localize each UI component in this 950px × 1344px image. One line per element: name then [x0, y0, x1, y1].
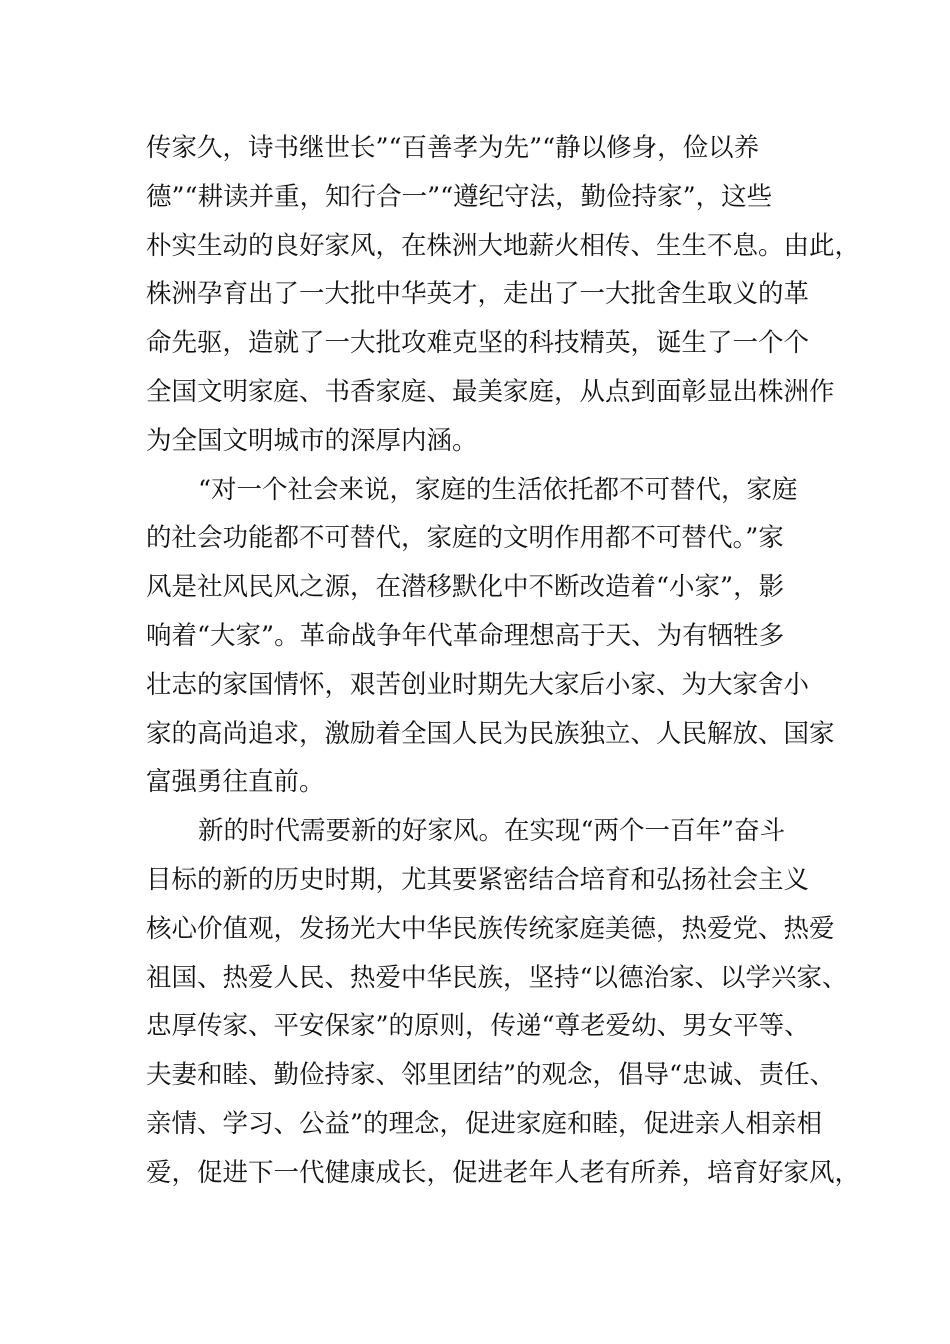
text-line: 新的时代需要新的好家风。在实现“两个一百年”奋斗: [198, 816, 786, 847]
text-line: 风是社风民风之源，在潜移默化中不断改造着“小家”，影: [146, 572, 785, 603]
text-line: 全国文明家庭、书香家庭、最美家庭，从点到面彰显出株洲作: [146, 376, 835, 407]
text-line: 家的高尚追求，激励着全国人民为民族独立、人民解放、国家: [146, 718, 835, 749]
text-line: 的社会功能都不可替代，家庭的文明作用都不可替代。”家: [146, 523, 784, 554]
text-line: 德”“耕读并重，知行合一”“遵纪守法，勤俭持家”，这些: [146, 181, 773, 212]
text-line: 亲情、学习、公益”的理念，促进家庭和睦，促进亲人相亲相: [146, 1108, 823, 1139]
text-line: 朴实生动的良好家风，在株洲大地薪火相传、生生不息。由此，: [146, 230, 861, 261]
text-line: 核心价值观，发扬光大中华民族传统家庭美德，热爱党、热爱: [146, 913, 835, 944]
text-line: 壮志的家国情怀，艰苦创业时期先大家后小家、为大家舍小: [146, 669, 810, 700]
text-line: 为全国文明城市的深厚内涵。: [146, 425, 478, 456]
text-line: 命先驱，造就了一大批攻难克坚的科技精英，诞生了一个个: [146, 328, 810, 359]
text-line: 爱，促进下一代健康成长，促进老年人老有所养，培育好家风，: [146, 1157, 861, 1188]
text-line: 祖国、热爱人民、热爱中华民族，坚持“以德治家、以学兴家、: [146, 962, 848, 993]
text-line: 夫妻和睦、勤俭持家、邻里团结”的观念，倡导“忠诚、责任、: [146, 1060, 836, 1091]
text-line: 富强勇往直前。: [146, 767, 325, 798]
text-line: 传家久，诗书继世长”“百善孝为先”“静以修身，俭以养: [146, 133, 760, 163]
text-line: 目标的新的历史时期，尤其要紧密结合培育和弘扬社会主义: [146, 864, 810, 895]
text-line: 忠厚传家、平安保家”的原则，传递“尊老爱幼、男女平等、: [146, 1011, 810, 1042]
text-line: 株洲孕育出了一大批中华英才，走出了一大批舍生取义的革: [146, 279, 810, 310]
text-line: “对一个社会来说，家庭的生活依托都不可替代，家庭: [198, 474, 798, 505]
text-line: 响着“大家”。革命战争年代革命理想高于天、为有牺牲多: [146, 620, 785, 651]
body-text: [146, 124, 861, 1198]
